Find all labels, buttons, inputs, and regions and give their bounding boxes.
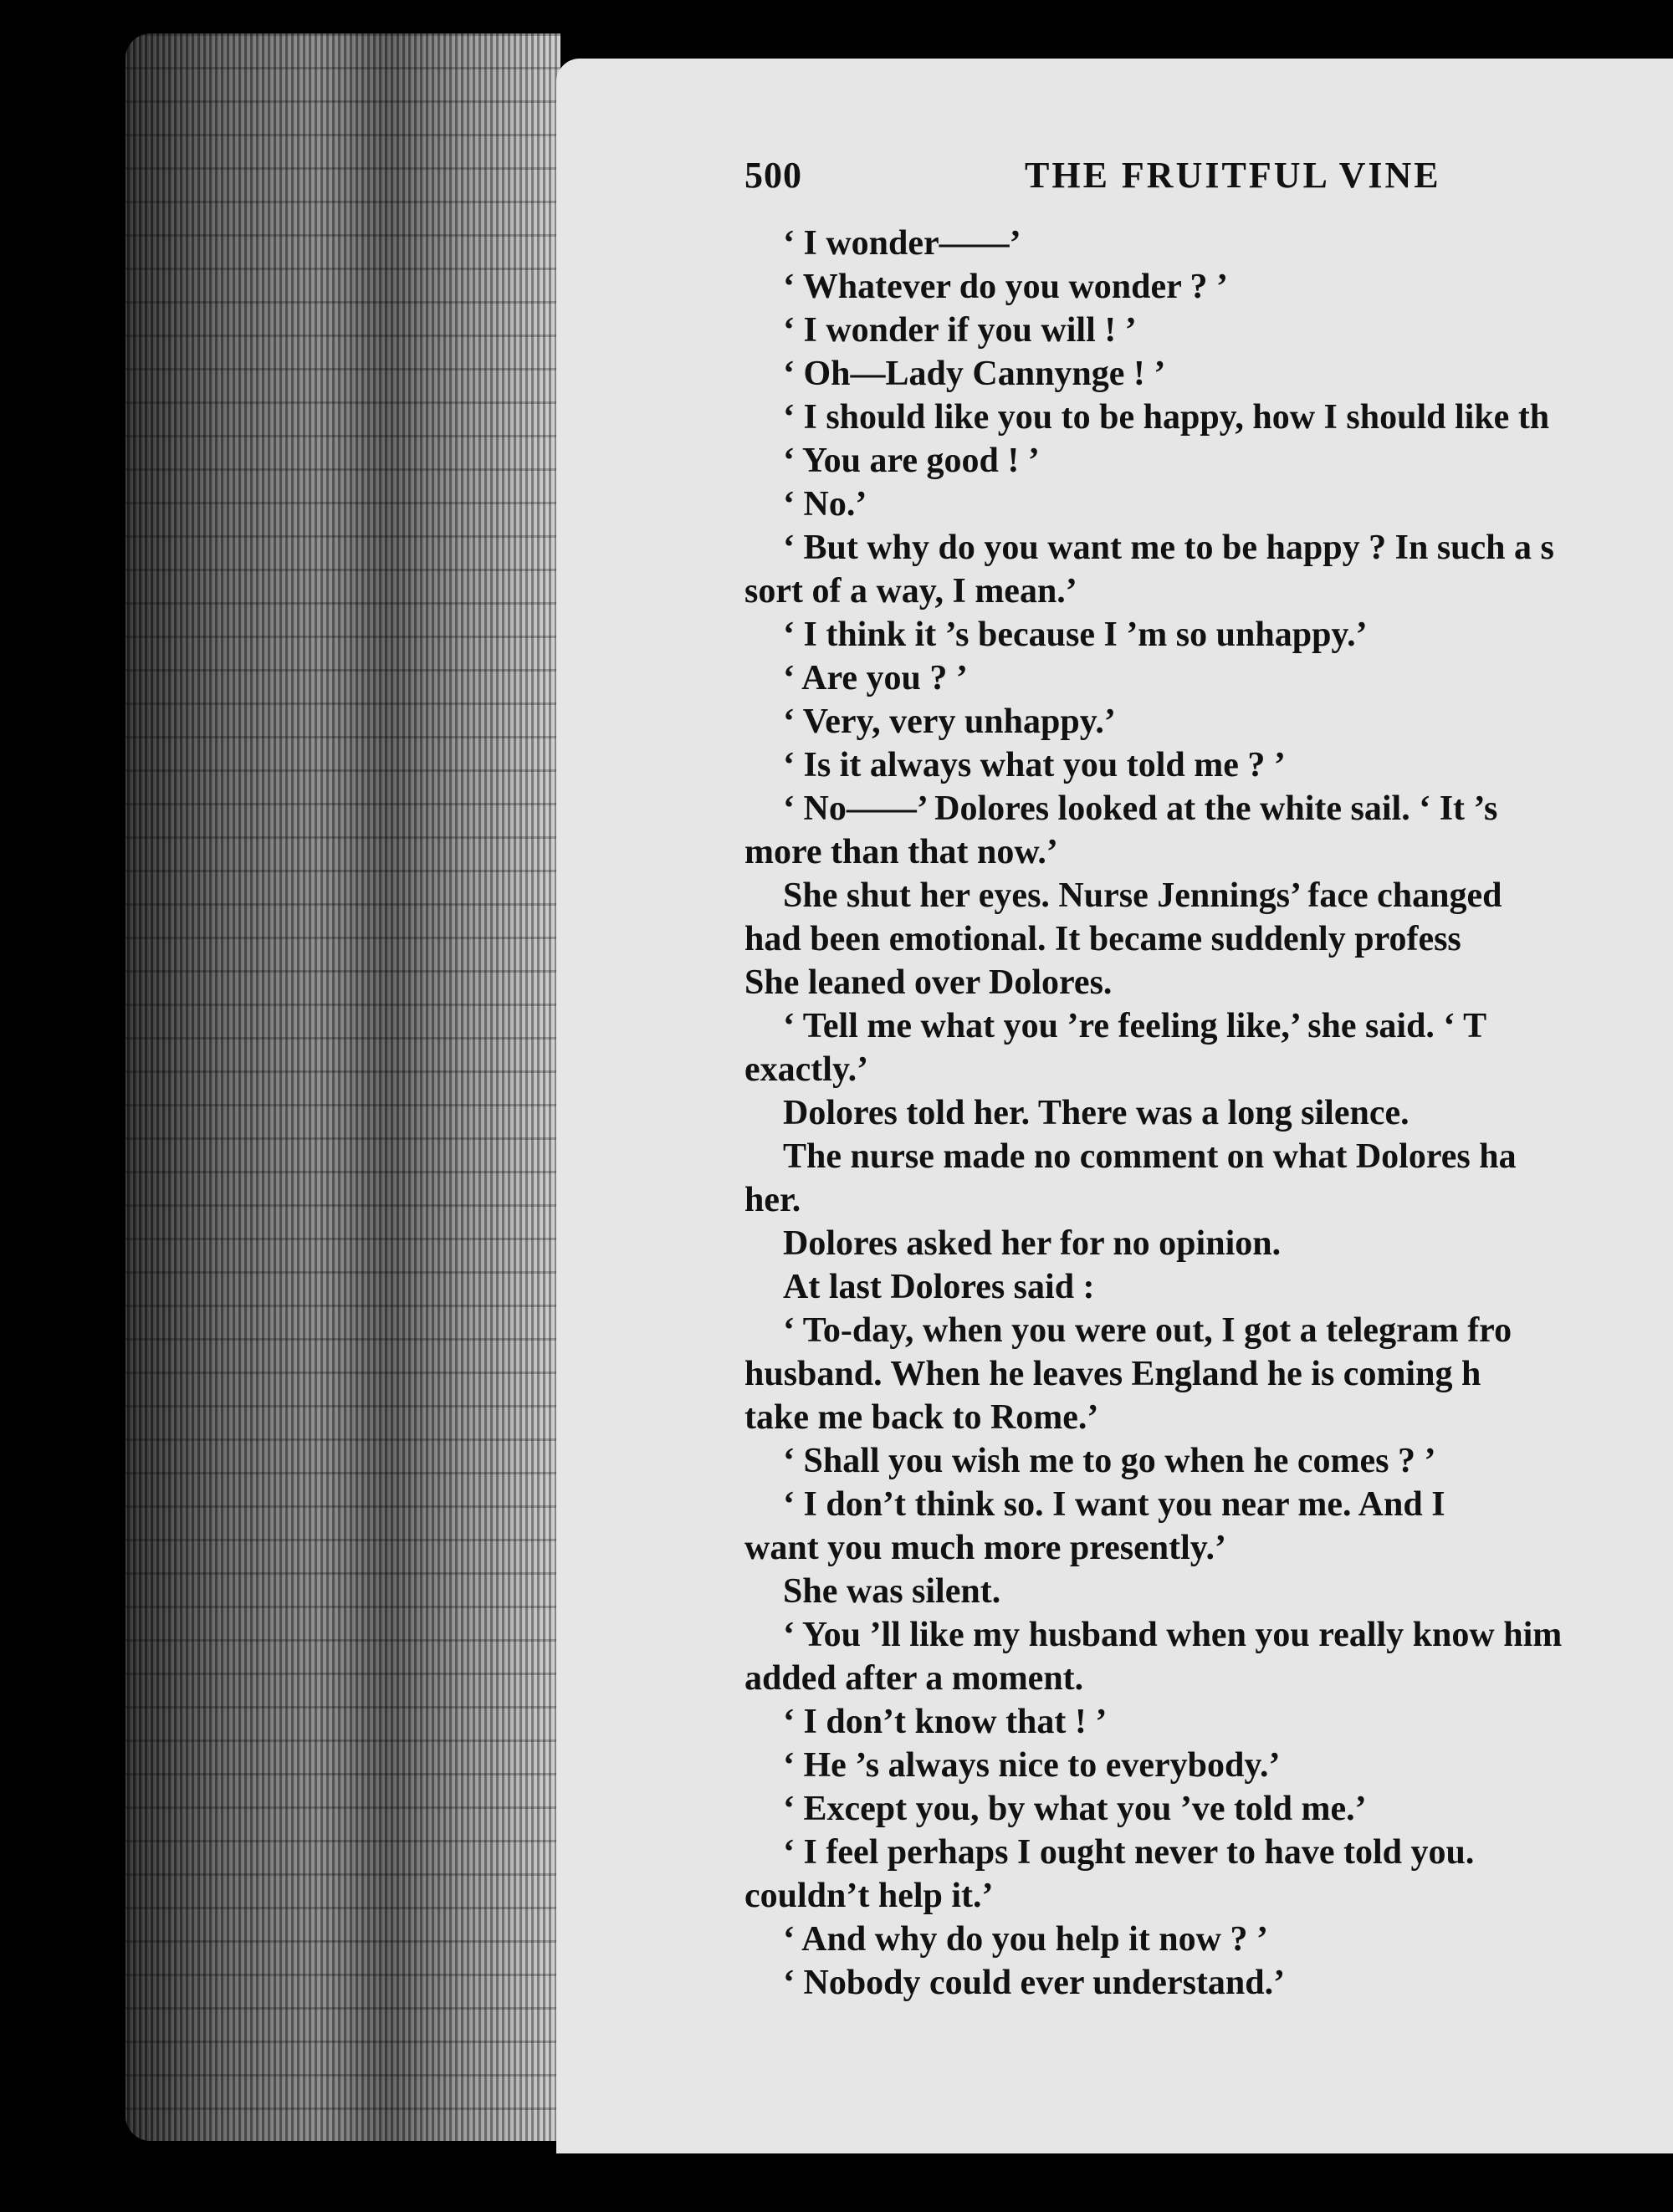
text-line: ‘ I should like you to be happy, how I should like th [783, 398, 1550, 437]
text-line: her. [744, 1181, 801, 1219]
text-line: ‘ I feel perhaps I ought never to have told you. [783, 1833, 1475, 1872]
text-line: ‘ And why do you help it now ? ’ [783, 1920, 1268, 1959]
page-edges [125, 33, 560, 2141]
paragraph [744, 1309, 1673, 1439]
book-page [556, 59, 1673, 2158]
text-line: exactly.’ [744, 1050, 869, 1089]
paragraph [744, 222, 1673, 265]
paragraph [744, 1613, 1673, 1700]
paragraph [744, 396, 1673, 439]
text-line: want you much more presently.’ [744, 1529, 1226, 1567]
book-title: THE FRUITFUL VINE [1025, 155, 1441, 196]
running-head [744, 130, 1673, 222]
text-line: Dolores asked her for no opinion. [783, 1224, 1282, 1263]
paragraph [744, 1265, 1673, 1309]
text-line: ‘ I wonder——’ [783, 224, 1021, 263]
paragraph [744, 1787, 1673, 1831]
text-line: The nurse made no comment on what Dolores ha [783, 1137, 1517, 1176]
page-number: 500 [744, 155, 802, 196]
paragraph [744, 787, 1673, 874]
text-line: ‘ He ’s always nice to everybody.’ [783, 1746, 1281, 1785]
text-line: ‘ I think it ’s because I ’m so unhappy.’ [783, 616, 1368, 654]
text-line: ‘ Whatever do you wonder ? ’ [783, 268, 1229, 306]
text-line: ‘ Is it always what you told me ? ’ [783, 746, 1286, 784]
text-line: added after a moment. [744, 1659, 1084, 1698]
text-line: ‘ I wonder if you will ! ’ [783, 311, 1137, 350]
paragraph [744, 483, 1673, 526]
paragraph [744, 743, 1673, 787]
text-line: ‘ Except you, by what you ’ve told me.’ [783, 1790, 1367, 1828]
text-line: She was silent. [783, 1572, 1001, 1611]
text-line: Dolores told her. There was a long silence. [783, 1094, 1410, 1132]
text-line: had been emotional. It became suddenly profess [744, 920, 1461, 958]
text-line: ‘ Very, very unhappy.’ [783, 702, 1116, 741]
paragraph [744, 1700, 1673, 1744]
text-line: ‘ Are you ? ’ [783, 659, 968, 697]
paragraph [744, 1091, 1673, 1135]
paragraph [744, 700, 1673, 743]
text-line: ‘ No——’ Dolores looked at the white sail. ‘ It ’s [783, 789, 1498, 828]
body-text [744, 222, 1673, 2005]
paragraph [744, 1222, 1673, 1265]
paragraph [744, 1831, 1673, 1918]
paragraph [744, 1744, 1673, 1787]
paragraph [744, 1004, 1673, 1091]
paragraph [744, 1570, 1673, 1613]
paragraph [744, 1439, 1673, 1483]
paragraph [744, 874, 1673, 1004]
text-line: husband. When he leaves England he is coming h [744, 1355, 1481, 1393]
text-line: ‘ Oh—Lady Cannynge ! ’ [783, 355, 1166, 393]
paragraph [744, 526, 1673, 613]
paragraph [744, 1135, 1673, 1222]
paragraph [744, 439, 1673, 483]
text-line: ‘ No.’ [783, 485, 867, 524]
text-line: ‘ You ’ll like my husband when you really know him [783, 1616, 1563, 1654]
text-line: take me back to Rome.’ [744, 1398, 1099, 1437]
scan-margin [0, 2153, 1673, 2212]
text-line: At last Dolores said : [783, 1268, 1095, 1306]
paragraph [744, 309, 1673, 352]
text-line: ‘ But why do you want me to be happy ? In such a s [783, 529, 1554, 567]
text-line: ‘ Nobody could ever understand.’ [783, 1964, 1286, 2002]
text-line: sort of a way, I mean.’ [744, 572, 1077, 610]
text-line: more than that now.’ [744, 833, 1058, 871]
text-line: ‘ I don’t think so. I want you near me. And I [783, 1485, 1445, 1524]
text-line: ‘ To-day, when you were out, I got a telegram fro [783, 1311, 1512, 1350]
paragraph [744, 613, 1673, 656]
text-line: ‘ I don’t know that ! ’ [783, 1703, 1108, 1741]
paragraph [744, 265, 1673, 309]
text-line: ‘ Shall you wish me to go when he comes ? ’ [783, 1442, 1436, 1480]
paragraph [744, 1961, 1673, 2005]
text-line: ‘ You are good ! ’ [783, 442, 1040, 480]
text-line: She shut her eyes. Nurse Jennings’ face changed [783, 876, 1502, 915]
text-line: ‘ Tell me what you ’re feeling like,’ she said. ‘ T [783, 1007, 1487, 1045]
paragraph [744, 352, 1673, 396]
paragraph [744, 1918, 1673, 1961]
text-line: couldn’t help it.’ [744, 1877, 994, 1915]
paragraph [744, 656, 1673, 700]
paragraph [744, 1483, 1673, 1570]
page-text [744, 130, 1673, 2005]
text-line: She leaned over Dolores. [744, 963, 1113, 1002]
